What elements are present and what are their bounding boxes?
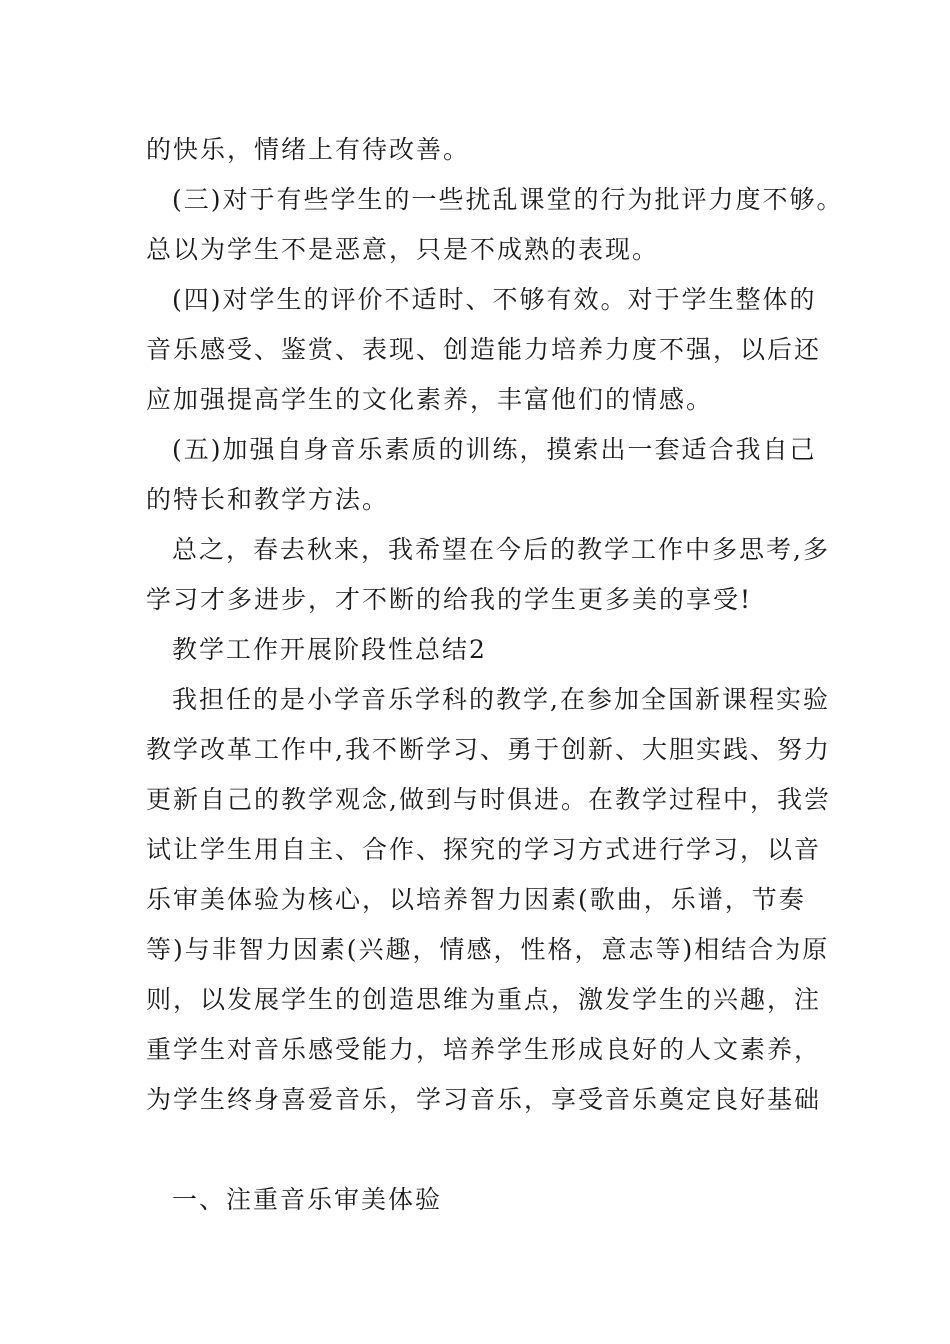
text-line: 则，以发展学生的创造思维为重点，激发学生的兴趣，注 xyxy=(146,985,822,1014)
text-line: 音乐感受、鉴赏、表现、创造能力培养力度不强，以后还 xyxy=(146,335,822,364)
text-line: 更新自己的教学观念,做到与时俱进。在教学过程中，我尝 xyxy=(146,785,831,814)
text-line: 重学生对音乐感受能力，培养学生形成良好的人文素养， xyxy=(146,1035,822,1064)
text-line: 乐审美体验为核心，以培养智力因素(歌曲，乐谱，节奏 xyxy=(146,885,806,914)
text-line: 总以为学生不是恶意，只是不成熟的表现。 xyxy=(146,235,660,264)
text-line: 学习才多进步，才不断的给我的学生更多美的享受! xyxy=(146,585,753,614)
text-line: 总之，春去秋来，我希望在今后的教学工作中多思考,多 xyxy=(172,535,830,564)
section-heading: 教学工作开展阶段性总结2 xyxy=(172,635,487,664)
text-line: 试让学生用自主、合作、探究的学习方式进行学习，以音 xyxy=(146,835,822,864)
text-line: 应加强提高学生的文化素养，丰富他们的情感。 xyxy=(146,385,714,414)
text-line: 为学生终身喜爱音乐，学习音乐，享受音乐奠定良好基础 xyxy=(146,1085,822,1114)
text-line: (五)加强自身音乐素质的训练，摸索出一套适合我自己 xyxy=(172,435,817,464)
text-line: 等)与非智力因素(兴趣，情感，性格，意志等)相结合为原 xyxy=(146,935,830,964)
text-line: 我担任的是小学音乐学科的教学,在参加全国新课程实验 xyxy=(172,685,830,714)
text-line: (四)对学生的评价不适时、不够有效。对于学生整体的 xyxy=(172,285,817,314)
text-line: 教学改革工作中,我不断学习、勇于创新、大胆实践、努力 xyxy=(146,735,831,764)
text-line: 的快乐，情绪上有待改善。 xyxy=(146,135,471,164)
subsection-heading: 一、注重音乐审美体验 xyxy=(172,1185,443,1214)
text-line: (三)对于有些学生的一些扰乱课堂的行为批评力度不够。 xyxy=(172,185,844,214)
text-line: 的特长和教学方法。 xyxy=(146,485,390,514)
